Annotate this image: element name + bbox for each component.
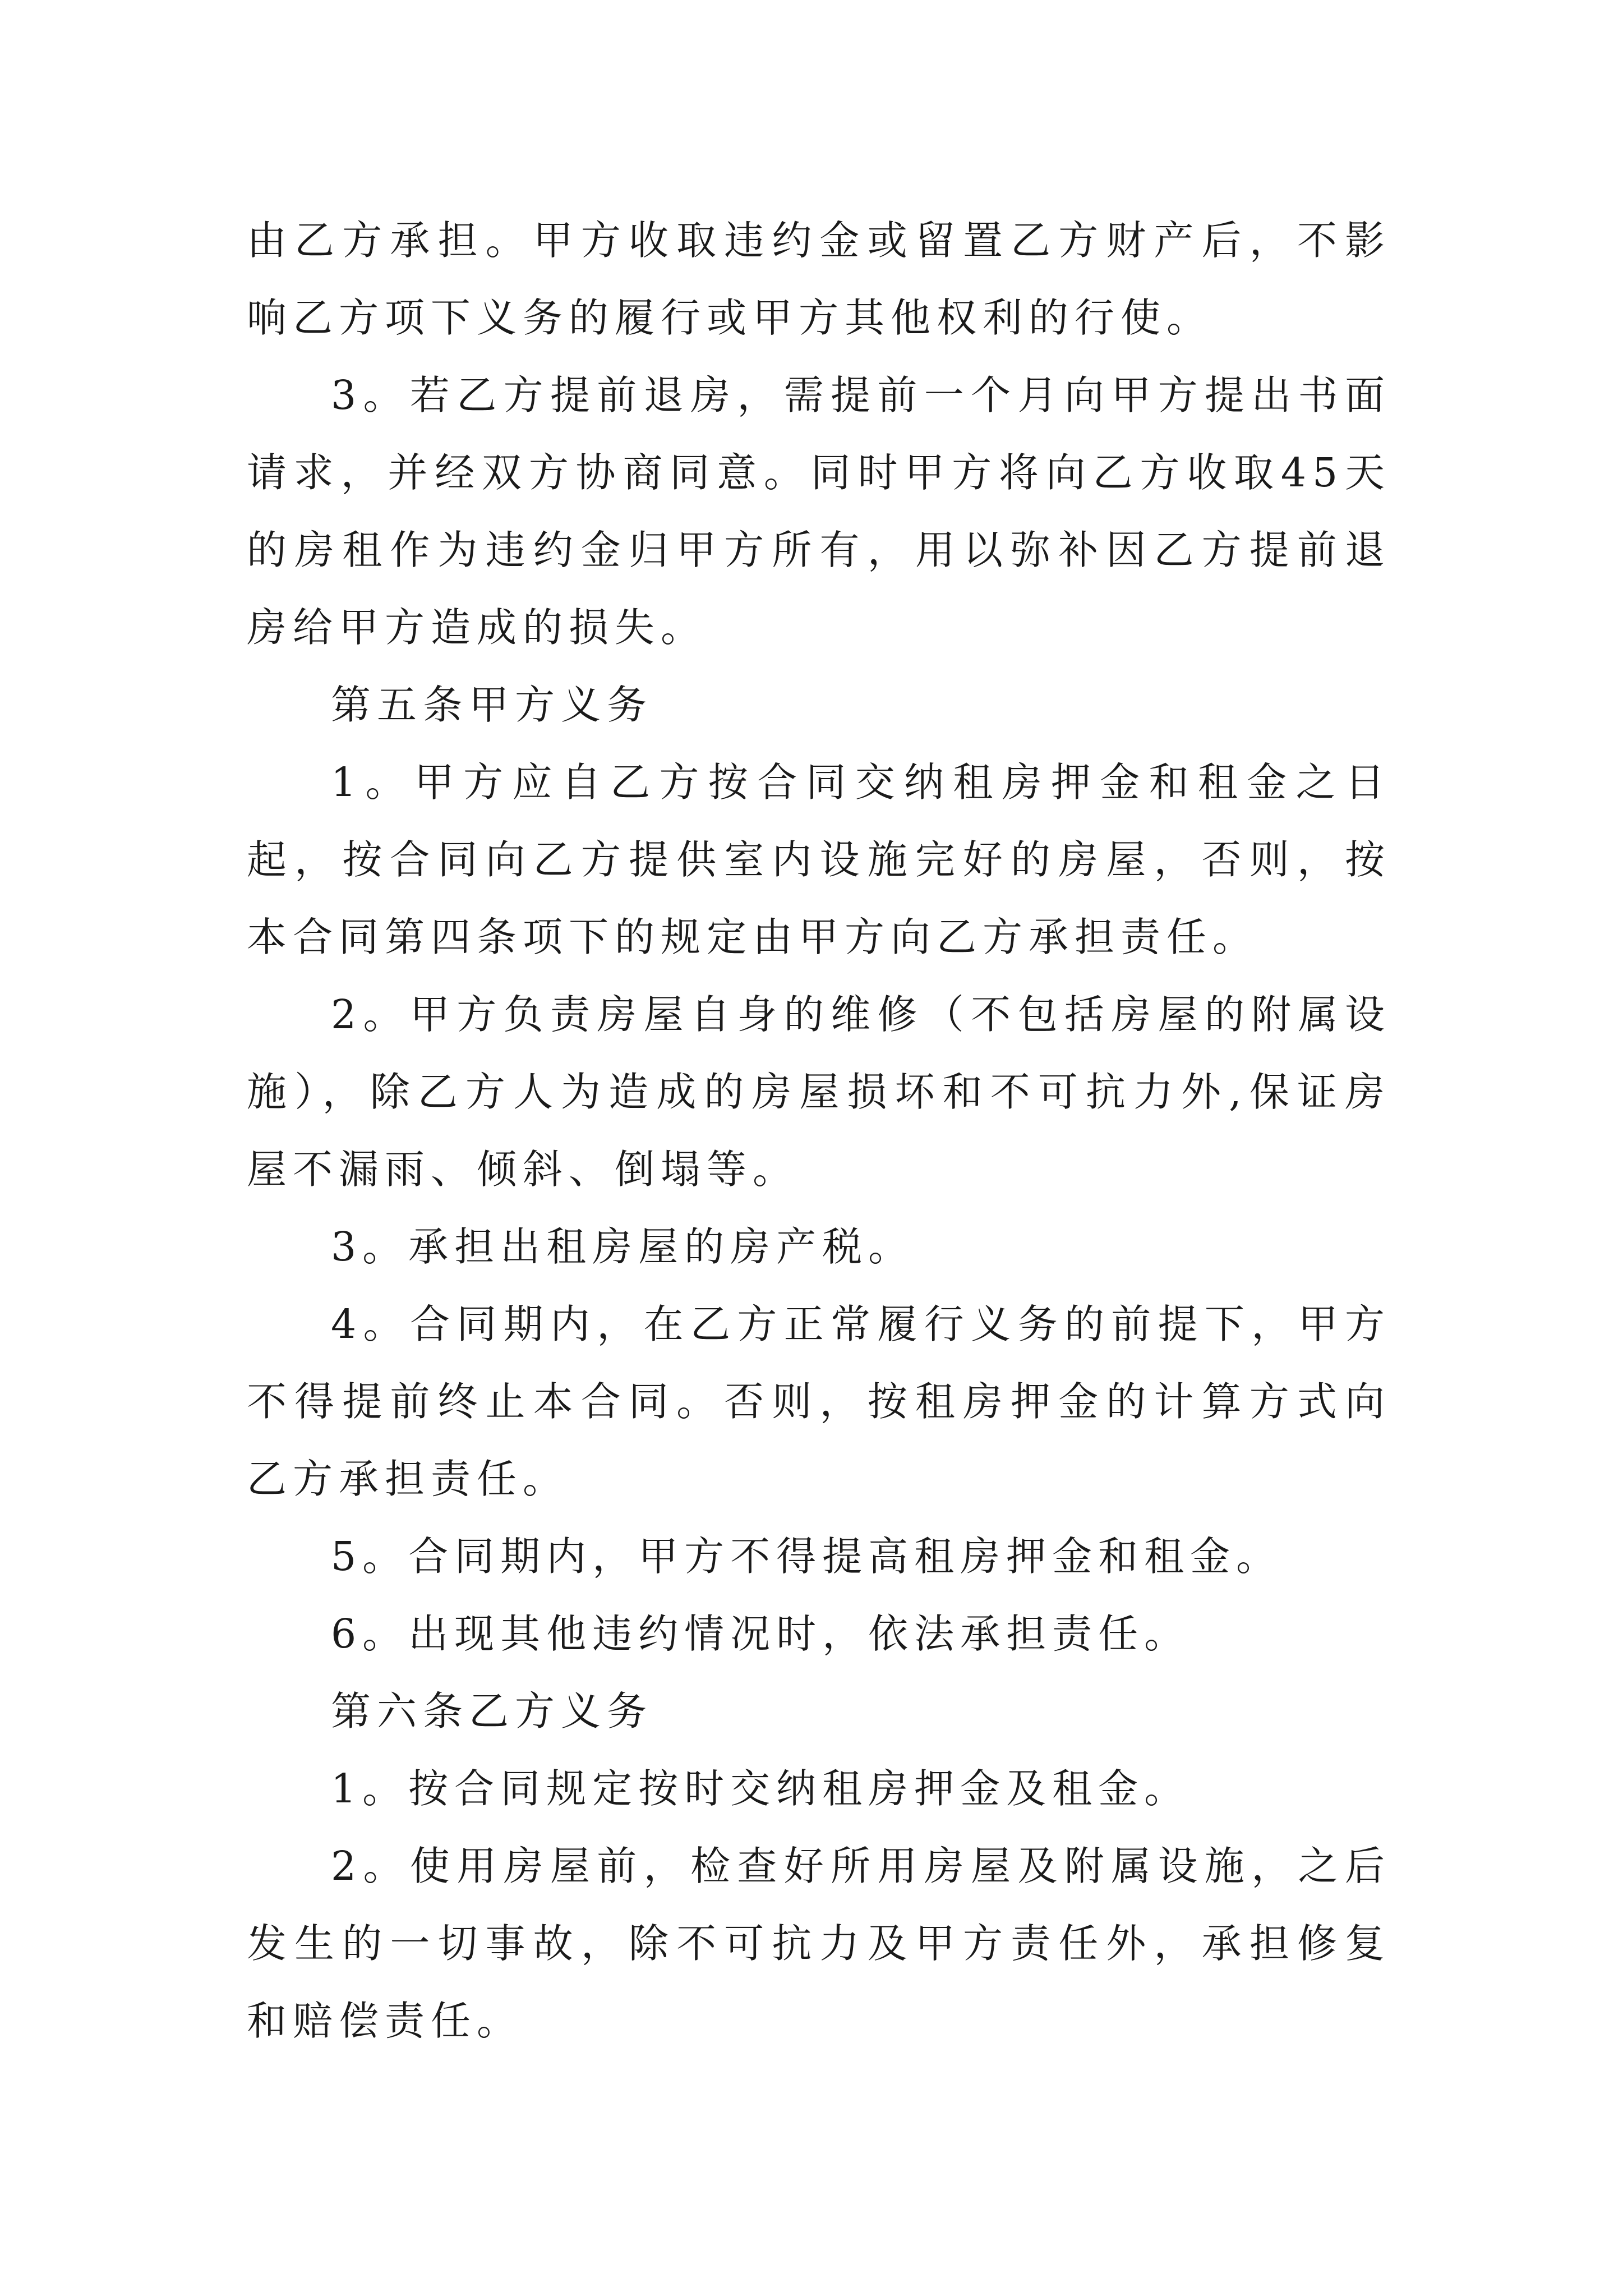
section-heading-article-6: 第六条乙方义务: [331, 1688, 653, 1734]
paragraph-clause-4-3: 3。若乙方提前退房，需提前一个月向甲方提出书面请求，并经双方协商同意。同时甲方将向乙方收取45天的房租作为违约金归甲方所有，用以弥补因乙方提前退房给甲方造成的损失。: [247, 372, 1391, 651]
paragraph-clause-5-2: 2。甲方负责房屋自身的维修（不包括房屋的附属设施），除乙方人为造成的房屋损坏和不可抗力外,保证房屋不漏雨、倾斜、倒塌等。: [247, 991, 1391, 1193]
paragraph-clause-5-4: 4。合同期内，在乙方正常履行义务的前提下，甲方不得提前终止本合同。否则，按租房押金的计算方式向乙方承担责任。: [247, 1301, 1391, 1502]
paragraph-clause-5-6: 6。出现其他违约情况时，依法承担责任。: [331, 1611, 1191, 1657]
paragraph-clause-5-5: 5。合同期内，甲方不得提高租房押金和租金。: [331, 1533, 1283, 1580]
paragraph-clause-5-1: 1。甲方应自乙方按合同交纳租房押金和租金之日起，按合同向乙方提供室内设施完好的房屋，否则，按本合同第四条项下的规定由甲方向乙方承担责任。: [247, 759, 1391, 960]
paragraph-clause-5-3: 3。承担出租房屋的房产税。: [331, 1223, 915, 1270]
section-heading-article-5: 第五条甲方义务: [331, 682, 653, 728]
paragraph-clause-6-1: 1。按合同规定按时交纳租房押金及租金。: [331, 1765, 1191, 1812]
document-body: [247, 202, 1391, 2060]
paragraph-clause-6-2: 2。使用房屋前，检查好所用房屋及附属设施，之后发生的一切事故，除不可抗力及甲方责任外，承担修复和赔偿责任。: [247, 1843, 1391, 2044]
paragraph-continuation: 由乙方承担。甲方收取违约金或留置乙方财产后，不影响乙方项下义务的履行或甲方其他权利的行使。: [247, 217, 1391, 341]
